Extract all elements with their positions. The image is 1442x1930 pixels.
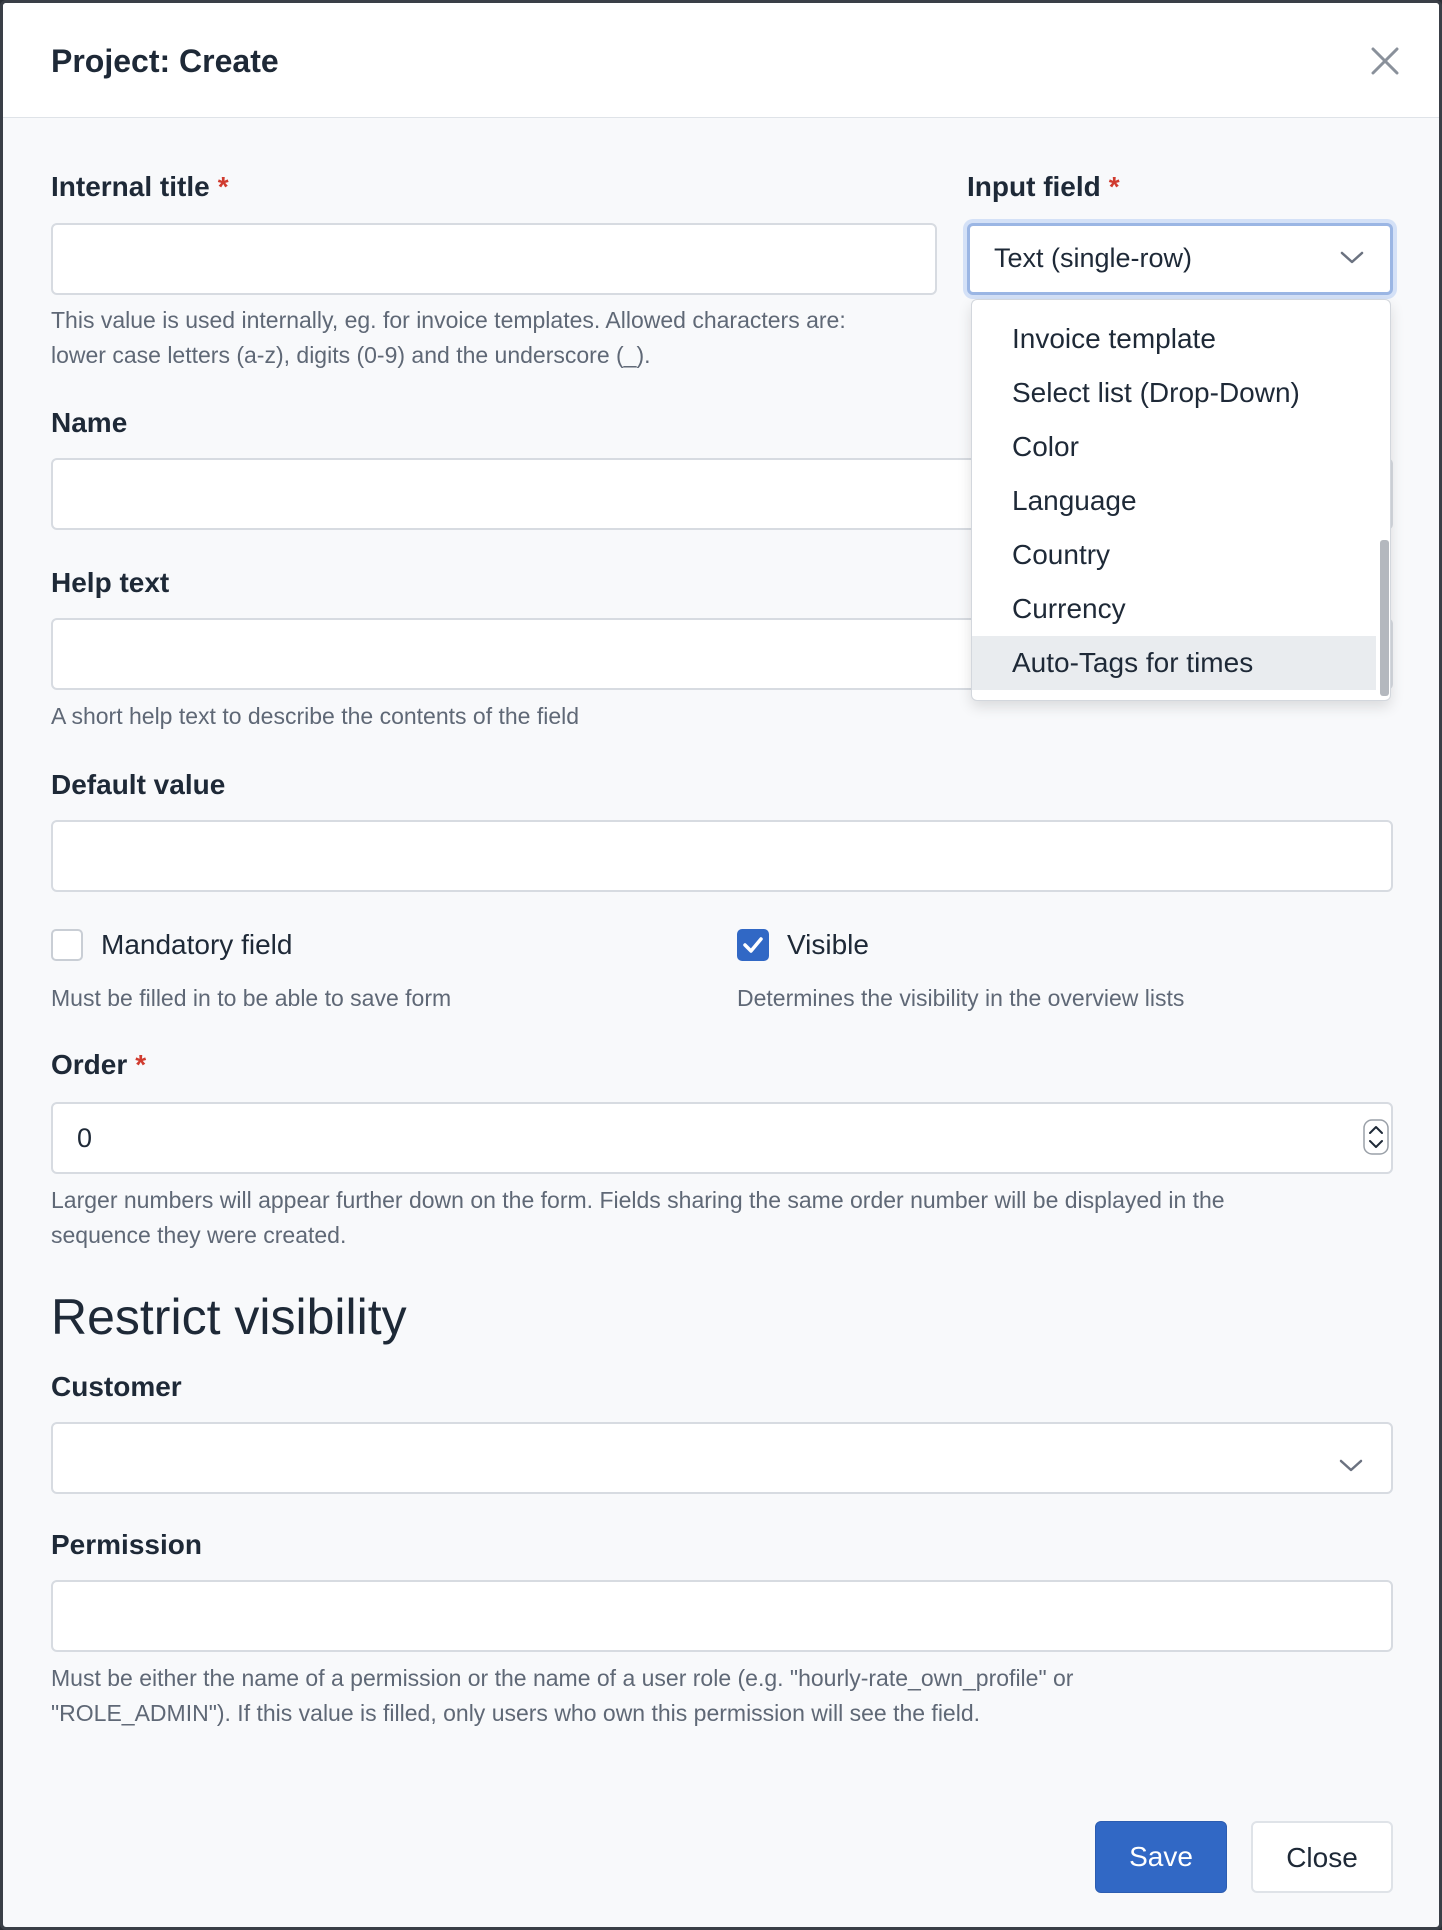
- input-field-dropdown: [971, 299, 1391, 701]
- input-field-selected-value: Text (single-row): [994, 243, 1193, 273]
- permission-hint-line1: Must be either the name of a permission or the name of a user role (e.g. "hourly-rate_own_profile" or: [51, 1665, 1074, 1691]
- visible-label[interactable]: Visible: [787, 929, 869, 960]
- internal-title-input[interactable]: [51, 223, 937, 295]
- customer-label: Customer: [51, 1371, 182, 1402]
- help-text-label: Help text: [51, 567, 170, 598]
- chevron-down-icon: [1339, 1450, 1363, 1481]
- dropdown-option[interactable]: Language: [1012, 485, 1137, 516]
- input-field-select[interactable]: [967, 223, 1393, 295]
- visible-hint: Determines the visibility in the overview lists: [737, 985, 1185, 1011]
- customer-select[interactable]: [51, 1422, 1393, 1494]
- input-field-label: Input field *: [967, 171, 1120, 202]
- dropdown-option[interactable]: Country: [1012, 539, 1111, 570]
- spinner-arrows-icon[interactable]: [1361, 1118, 1391, 1156]
- required-marker: *: [135, 1049, 147, 1080]
- required-marker: *: [1108, 171, 1120, 202]
- visible-checkbox[interactable]: [737, 929, 769, 961]
- dropdown-option[interactable]: Color: [1012, 431, 1079, 462]
- restrict-visibility-heading: Restrict visibility: [51, 1289, 407, 1345]
- mandatory-field-label[interactable]: Mandatory field: [101, 929, 293, 960]
- mandatory-field-hint: Must be filled in to be able to save form: [51, 985, 452, 1011]
- order-label: Order *: [51, 1049, 147, 1080]
- dropdown-scrollbar[interactable]: [1380, 540, 1389, 696]
- permission-label: Permission: [51, 1529, 202, 1560]
- permission-hint-line2: "ROLE_ADMIN"). If this value is filled, only users who own this permission will see the field.: [51, 1700, 981, 1726]
- name-label: Name: [51, 407, 128, 438]
- dropdown-option-highlighted[interactable]: Auto-Tags for times: [972, 636, 1376, 690]
- order-input[interactable]: [51, 1102, 1393, 1174]
- modal-title: Project: Create: [51, 43, 279, 79]
- required-marker: *: [217, 171, 229, 202]
- close-button[interactable]: Close: [1251, 1821, 1393, 1893]
- dropdown-option[interactable]: Select list (Drop-Down): [1012, 377, 1300, 408]
- default-value-label: Default value: [51, 769, 226, 800]
- internal-title-hint-line2: lower case letters (a-z), digits (0-9) and the underscore (_).: [51, 342, 651, 368]
- save-button[interactable]: Save: [1095, 1821, 1227, 1893]
- order-hint-line1: Larger numbers will appear further down on the form. Fields sharing the same order number will be displayed in the: [51, 1187, 1225, 1213]
- dropdown-option[interactable]: Invoice template: [1012, 323, 1216, 354]
- dropdown-option[interactable]: Currency: [1012, 593, 1126, 624]
- order-hint-line2: sequence they were created.: [51, 1222, 347, 1248]
- modal-header: [3, 3, 1439, 118]
- default-value-input[interactable]: [51, 820, 1393, 892]
- internal-title-hint-line1: This value is used internally, eg. for invoice templates. Allowed characters are:: [51, 307, 846, 333]
- close-icon[interactable]: [1367, 43, 1403, 79]
- internal-title-label: Internal title *: [51, 171, 229, 202]
- chevron-down-icon: [1340, 250, 1364, 271]
- mandatory-field-checkbox[interactable]: [51, 929, 83, 961]
- help-text-hint: A short help text to describe the contents of the field: [51, 703, 580, 729]
- checkmark-icon: [739, 931, 767, 959]
- permission-input[interactable]: [51, 1580, 1393, 1652]
